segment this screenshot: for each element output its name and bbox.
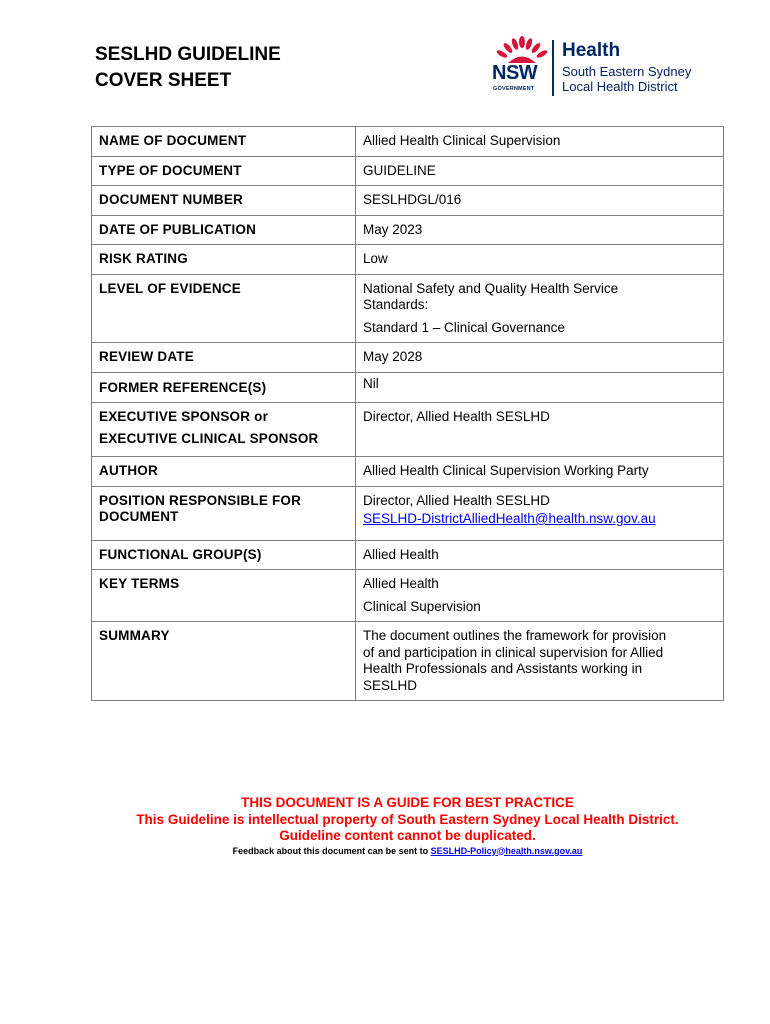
row-label: DOCUMENT NUMBER xyxy=(92,186,356,216)
table-row xyxy=(92,186,724,216)
feedback-line xyxy=(40,845,770,857)
row-label: FUNCTIONAL GROUP(S) xyxy=(92,540,356,570)
nsw-health-logo xyxy=(490,36,730,98)
table-row xyxy=(92,457,724,487)
intellectual-property-notice: This Guideline is intellectual property of South Eastern Sydney Local Health District. xyxy=(136,811,679,827)
title-line-2: COVER SHEET xyxy=(95,70,232,91)
table-row xyxy=(92,486,724,540)
key-term-2: Clinical Supervision xyxy=(363,598,481,614)
position-label-line-1: POSITION RESPONSIBLE FOR xyxy=(99,492,302,508)
position-value: Director, Allied Health SESLHD xyxy=(363,492,550,508)
row-label: DATE OF PUBLICATION xyxy=(92,215,356,245)
duplication-notice: Guideline content cannot be duplicated. xyxy=(279,828,536,843)
row-value xyxy=(356,570,724,622)
logo-divider xyxy=(552,40,554,96)
sponsor-label-line-2: EXECUTIVE CLINICAL SPONSOR xyxy=(99,431,319,446)
row-value: Low xyxy=(356,245,724,275)
row-value: Allied Health Clinical Supervision xyxy=(356,127,724,157)
table-row xyxy=(92,156,724,186)
table-row xyxy=(92,622,724,701)
table-row xyxy=(92,274,724,343)
row-value xyxy=(356,486,724,540)
health-wordmark: Health xyxy=(562,40,621,61)
row-label xyxy=(92,486,356,540)
row-label: RISK RATING xyxy=(92,245,356,275)
document-details-table xyxy=(91,126,724,701)
government-wordmark: GOVERNMENT xyxy=(493,86,535,92)
evidence-line-2: Standards: xyxy=(363,297,429,312)
row-value: SESLHDGL/016 xyxy=(356,186,724,216)
page-title xyxy=(95,42,281,94)
district-email-link[interactable]: SESLHD-DistrictAlliedHealth@health.nsw.gov.au xyxy=(363,511,656,526)
summary-line-3: Health Professionals and Assistants working in xyxy=(363,661,643,676)
table-row xyxy=(92,570,724,622)
table-row xyxy=(92,245,724,275)
best-practice-notice: THIS DOCUMENT IS A GUIDE FOR BEST PRACTICE xyxy=(241,795,574,810)
row-value: Allied Health Clinical Supervision Working Party xyxy=(356,457,724,487)
district-line-1: South Eastern Sydney xyxy=(562,64,692,79)
feedback-email-link[interactable]: SESLHD-Policy@health.nsw.gov.au xyxy=(430,845,583,856)
district-line-2: Local Health District xyxy=(562,79,678,94)
table-row xyxy=(92,343,724,373)
feedback-text: Feedback about this document can be sent to xyxy=(232,845,431,856)
row-label xyxy=(92,403,356,457)
table-row xyxy=(92,540,724,570)
table-row xyxy=(92,127,724,157)
table-row xyxy=(92,403,724,457)
key-term-1: Allied Health xyxy=(363,576,439,591)
row-value: Allied Health xyxy=(356,540,724,570)
summary-line-4: SESLHD xyxy=(363,677,418,693)
row-label: TYPE OF DOCUMENT xyxy=(92,156,356,186)
nsw-wordmark: NSW xyxy=(492,62,538,84)
summary-line-2: of and participation in clinical supervision for Allied xyxy=(363,644,664,660)
row-value: May 2028 xyxy=(356,343,724,373)
row-label: AUTHOR xyxy=(92,457,356,487)
district-name xyxy=(562,64,691,94)
row-value xyxy=(356,622,724,701)
sponsor-label-line-1: EXECUTIVE SPONSOR or xyxy=(99,409,269,424)
row-value xyxy=(356,274,724,343)
row-value: Nil xyxy=(356,372,724,403)
row-value: GUIDELINE xyxy=(356,156,724,186)
evidence-line-1: National Safety and Quality Health Service xyxy=(363,280,619,296)
row-label: KEY TERMS xyxy=(92,570,356,622)
title-line-1: SESLHD GUIDELINE xyxy=(95,44,281,65)
footer-notice xyxy=(40,795,770,857)
summary-line-1: The document outlines the framework for provision xyxy=(363,628,667,643)
evidence-line-3: Standard 1 – Clinical Governance xyxy=(363,319,565,335)
table-row xyxy=(92,372,724,403)
position-label-line-2: DOCUMENT xyxy=(99,509,179,524)
row-label: NAME OF DOCUMENT xyxy=(92,127,356,157)
row-label: LEVEL OF EVIDENCE xyxy=(92,274,356,343)
row-value: May 2023 xyxy=(356,215,724,245)
row-label: REVIEW DATE xyxy=(92,343,356,373)
row-value: Director, Allied Health SESLHD xyxy=(356,403,724,457)
row-label: FORMER REFERENCE(S) xyxy=(92,372,356,403)
row-label: SUMMARY xyxy=(92,622,356,701)
table-row xyxy=(92,215,724,245)
waratah-icon xyxy=(494,36,550,64)
